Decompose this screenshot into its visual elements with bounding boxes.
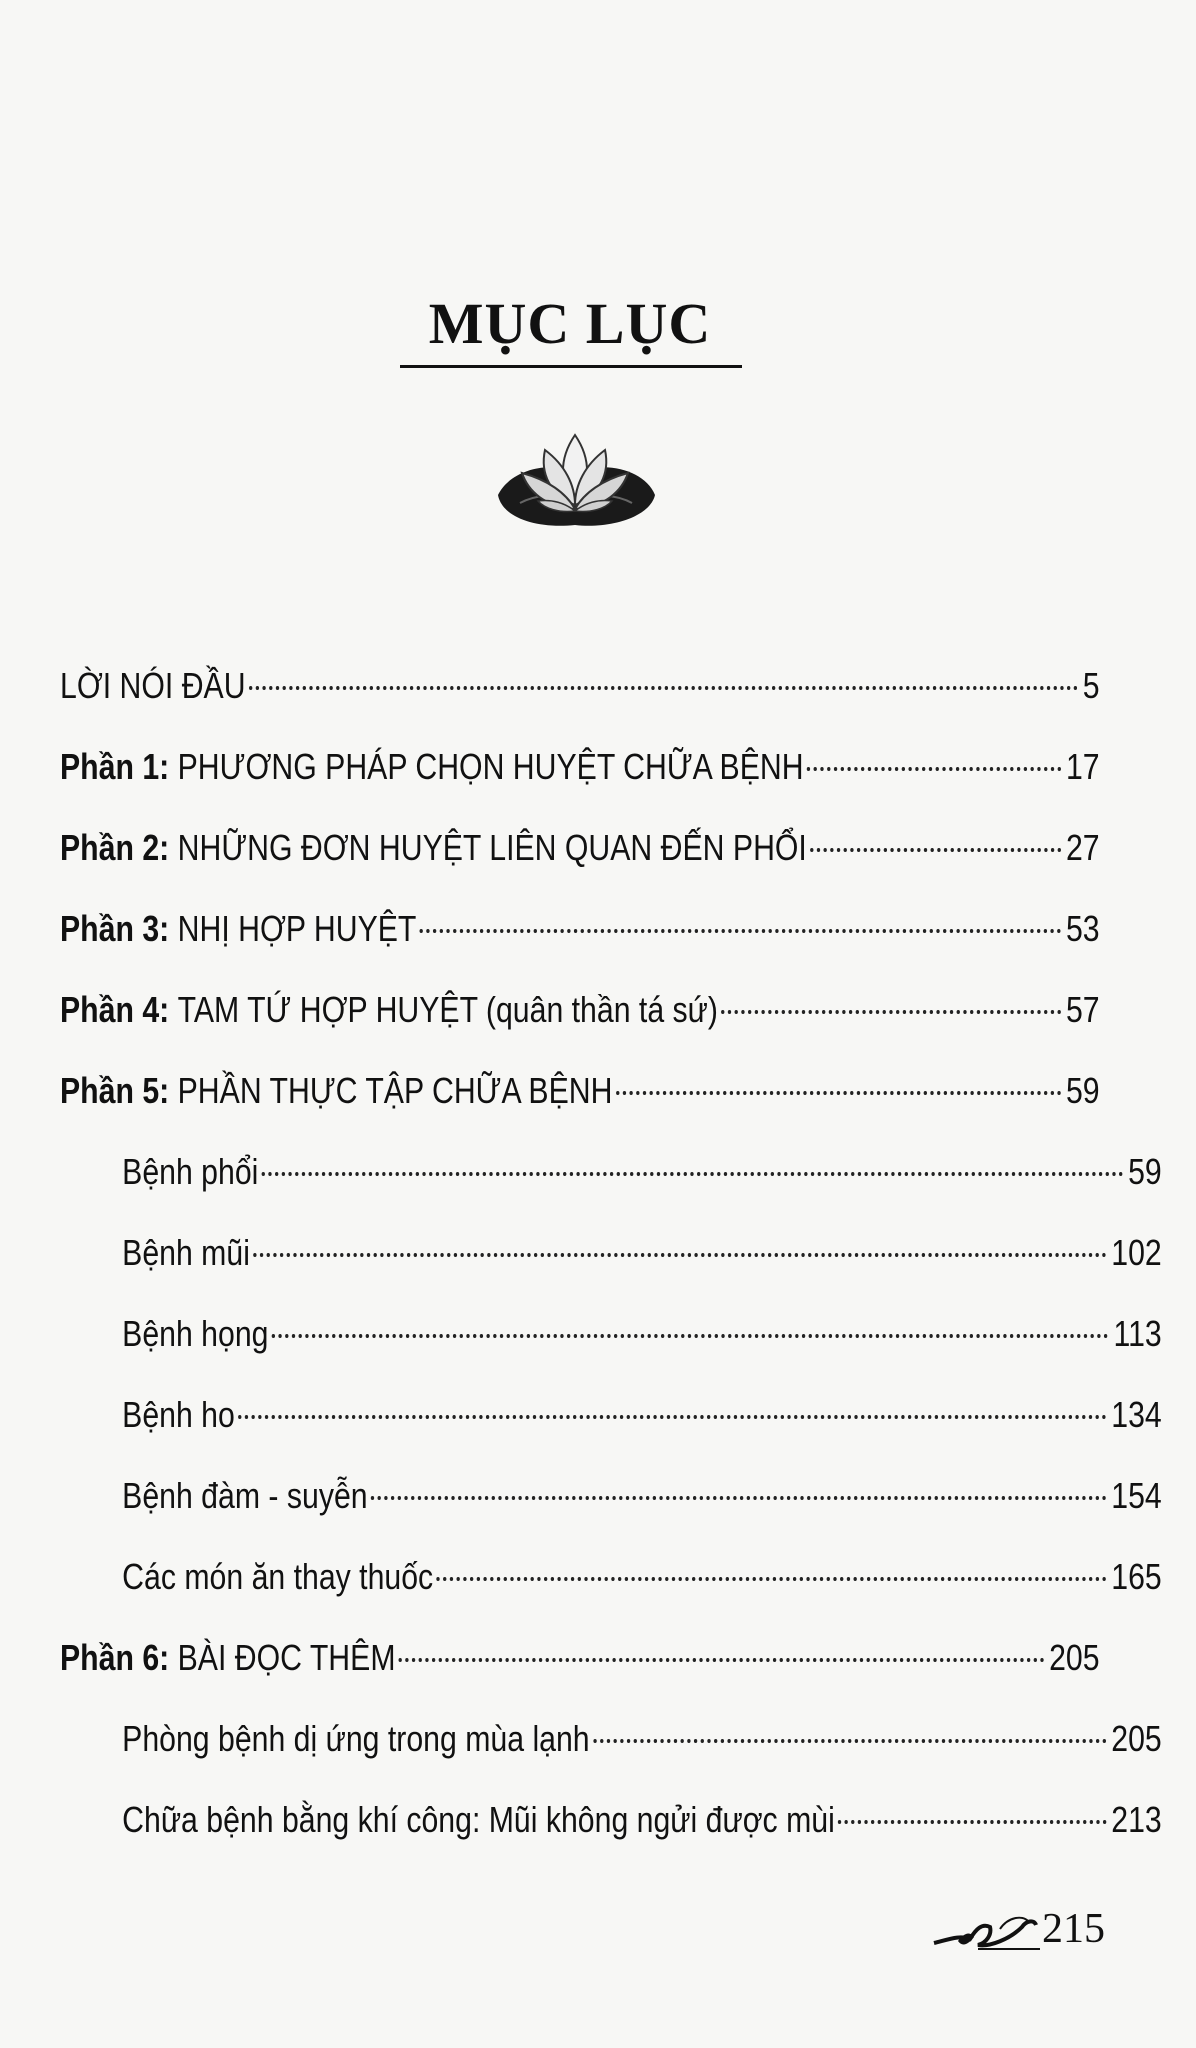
- toc-page-number: 165: [1111, 1556, 1162, 1597]
- toc-page-number: 102: [1111, 1232, 1162, 1273]
- dot-leader: [721, 1010, 1061, 1014]
- toc-title: Bệnh họng: [122, 1313, 269, 1354]
- toc-part-label: Phần 1:: [60, 746, 170, 787]
- toc-page-number: 213: [1111, 1799, 1162, 1840]
- toc-page-number: 5: [1082, 665, 1100, 706]
- dot-leader: [810, 848, 1061, 852]
- toc-title: LỜI NÓI ĐẦU: [60, 665, 246, 706]
- dot-leader: [371, 1496, 1106, 1500]
- toc-page-number: 57: [1065, 989, 1100, 1030]
- toc-subentry: [60, 1556, 1162, 1637]
- toc-page-number: 205: [1111, 1718, 1162, 1759]
- dot-leader: [616, 1091, 1061, 1095]
- toc-subentry: [60, 1475, 1162, 1556]
- toc-title: Phòng bệnh dị ứng trong mùa lạnh: [122, 1718, 590, 1759]
- lotus-icon: [490, 425, 660, 545]
- toc-subentry: [60, 1232, 1162, 1313]
- toc-subentry: [60, 1799, 1162, 1880]
- toc-page-number: 154: [1111, 1475, 1162, 1516]
- toc-page-number: 113: [1113, 1313, 1162, 1354]
- toc-part-label: Phần 4:: [60, 989, 170, 1030]
- toc-title: Bệnh mũi: [122, 1232, 250, 1273]
- toc-title: NHỮNG ĐƠN HUYỆT LIÊN QUAN ĐẾN PHỔI: [177, 827, 807, 868]
- dot-leader: [437, 1577, 1107, 1581]
- toc-entry: [60, 746, 1100, 827]
- page-footer: [930, 1905, 1105, 1955]
- toc-part-label: Phần 2:: [60, 827, 170, 868]
- toc-entry: [60, 827, 1100, 908]
- toc-title: NHỊ HỢP HUYỆT: [177, 908, 417, 949]
- toc-page-number: 59: [1128, 1151, 1162, 1192]
- toc-title: BÀI ĐỌC THÊM: [177, 1637, 396, 1678]
- toc-subentry: [60, 1718, 1162, 1799]
- dot-leader: [272, 1334, 1109, 1338]
- toc-entry: [60, 989, 1100, 1070]
- toc-title: PHẦN THỰC TẬP CHỮA BỆNH: [177, 1070, 613, 1111]
- toc-subentry: [60, 1313, 1162, 1394]
- toc-page-number: 59: [1065, 1070, 1100, 1111]
- dot-leader: [420, 929, 1061, 933]
- toc-title: Các món ăn thay thuốc: [122, 1556, 434, 1597]
- dot-leader: [399, 1658, 1044, 1662]
- toc-page-number: 27: [1065, 827, 1100, 868]
- toc-entry: [60, 665, 1100, 746]
- toc-entry: [60, 908, 1100, 989]
- toc-page-number: 53: [1065, 908, 1100, 949]
- dot-leader: [249, 686, 1078, 690]
- toc-entry: [60, 1070, 1100, 1151]
- toc-part-label: Phần 3:: [60, 908, 170, 949]
- dot-leader: [593, 1739, 1106, 1743]
- toc-title: Bệnh phổi: [122, 1151, 259, 1192]
- dot-leader: [262, 1172, 1123, 1176]
- table-of-contents: [60, 665, 1162, 1880]
- toc-subentry: [60, 1394, 1162, 1475]
- toc-page-number: 17: [1065, 746, 1100, 787]
- title-block: [400, 290, 740, 357]
- page-title: MỤC LỤC: [428, 291, 712, 356]
- toc-title: Bệnh ho: [122, 1394, 235, 1435]
- toc-part-label: Phần 6:: [60, 1637, 170, 1678]
- toc-entry: [60, 1637, 1100, 1718]
- dot-leader: [807, 767, 1061, 771]
- dot-leader: [253, 1253, 1106, 1257]
- toc-title: TAM TỨ HỢP HUYỆT (quân thần tá sứ): [177, 989, 718, 1030]
- toc-page-number: 205: [1049, 1637, 1100, 1678]
- toc-subentry: [60, 1151, 1162, 1232]
- toc-title: Bệnh đàm - suyễn: [122, 1475, 368, 1516]
- dot-leader: [238, 1415, 1106, 1419]
- flourish-icon: [930, 1909, 1040, 1953]
- dot-leader: [838, 1820, 1106, 1824]
- page-number: 215: [1042, 1906, 1105, 1952]
- toc-part-label: Phần 5:: [60, 1070, 170, 1111]
- title-underline: [400, 365, 742, 368]
- toc-page-number: 134: [1111, 1394, 1162, 1435]
- toc-title: PHƯƠNG PHÁP CHỌN HUYỆT CHỮA BỆNH: [177, 746, 804, 787]
- toc-title: Chữa bệnh bằng khí công: Mũi không ngửi được mùi: [122, 1799, 835, 1840]
